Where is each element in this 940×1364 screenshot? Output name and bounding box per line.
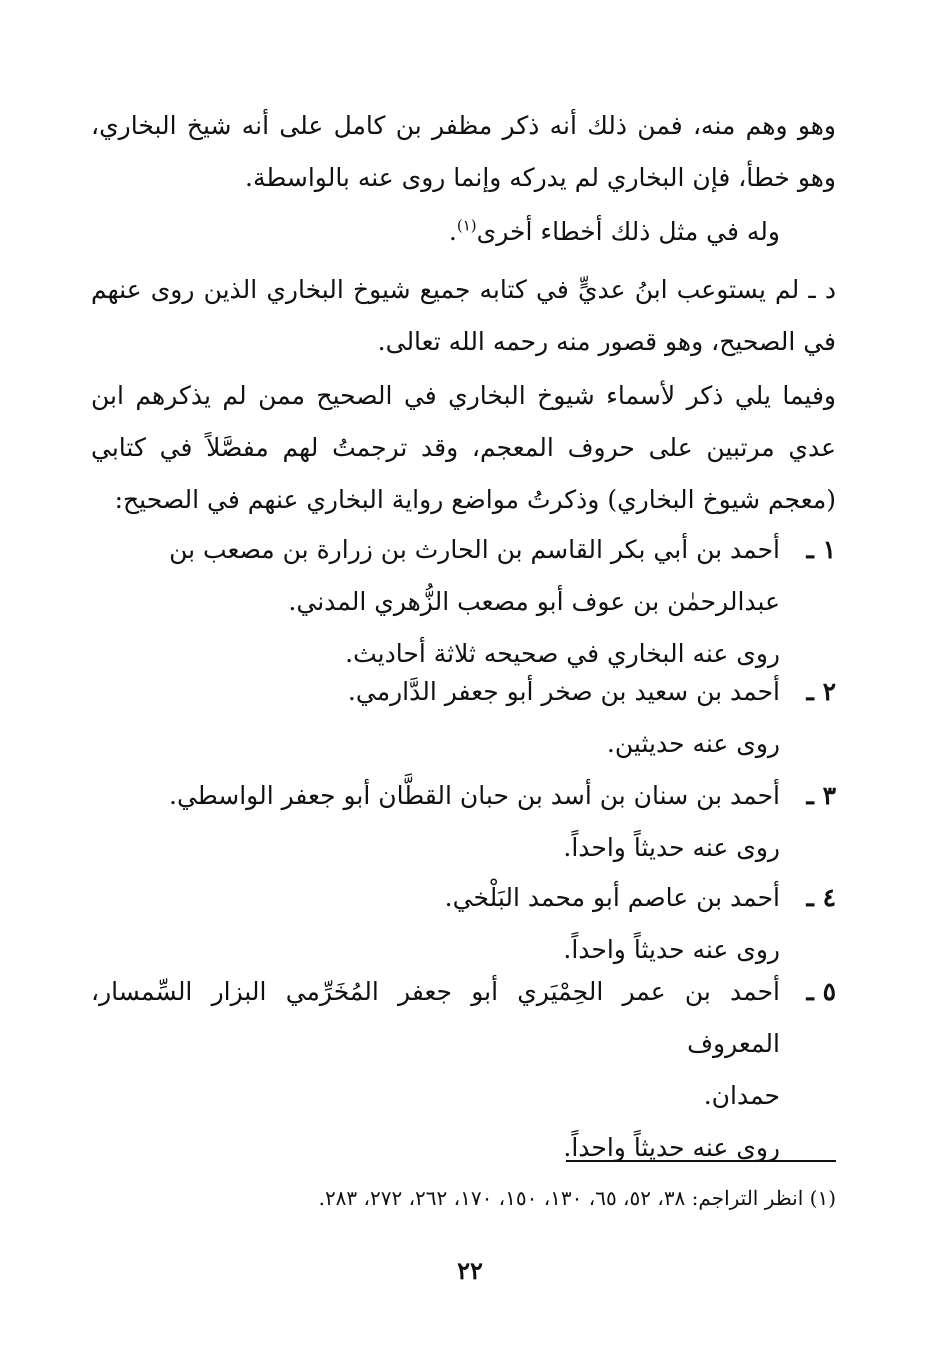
entry-number: [780, 770, 836, 822]
entry-riwaya: روى عنه البخاري في صحيحه ثلاثة أحاديث.: [345, 639, 780, 668]
paragraph-2-end: .: [448, 217, 457, 246]
entry-name-continued: حمدان.: [703, 1081, 780, 1110]
entry-riwaya: روى عنه حديثاً واحداً.: [563, 833, 780, 862]
paragraph-2: [90, 206, 780, 258]
paragraph-2-text: وله في مثل ذلك أخطاء أخرى: [476, 217, 780, 246]
entry-head: [91, 524, 836, 576]
footnote-divider: [566, 1160, 836, 1162]
entry-name: أحمد بن أبي بكر القاسم بن الحارث بن زرارة بن مصعب بن: [169, 535, 780, 564]
entry-name-continued: عبدالرحمٰن بن عوف أبو مصعب الزُّهري المدني.: [288, 587, 780, 616]
entry-head: [91, 872, 836, 924]
page-number: ٢٢: [457, 1256, 483, 1285]
paragraph-1: وهو وهم منه، فمن ذلك أنه ذكر مظفر بن كامل على أنه شيخ البخاري، وهو خطأ، فإن البخاري لم يدركه وإنما روى عنه بالواسطة.: [91, 111, 836, 192]
entry-number: [780, 966, 836, 1018]
entry-dash: ـ: [806, 977, 814, 1006]
entry-name: أحمد بن سنان بن أسد بن حبان القطَّان أبو جعفر الواسطي.: [169, 781, 780, 810]
entry-number: [780, 524, 836, 576]
entry-number-digit: ٤: [822, 883, 836, 912]
entry-name: أحمد بن سعيد بن صخر أبو جعفر الدَّارمي.: [347, 677, 780, 706]
entry-head: [91, 666, 836, 718]
paragraph-3: د ـ لم يستوعب ابنُ عديٍّ في كتابه جميع شيوخ البخاري الذين روى عنهم في الصحيح، وهو قصور منه رحمه الله تعالى.: [91, 275, 836, 356]
entry-dash: ـ: [806, 677, 814, 706]
entry-name: أحمد بن عاصم أبو محمد البَلْخي.: [444, 883, 780, 912]
entry-3: [91, 770, 836, 874]
entry-name: أحمد بن عمر الحِمْيَري أبو جعفر المُخَرِّمي البزار السِّمسار، المعروف: [91, 977, 780, 1058]
footnote: (١) انظر التراجم: ٣٨، ٥٢، ٦٥، ١٣٠، ١٥٠، ١٧٠، ٢٦٢، ٢٧٢، ٢٨٣.: [318, 1186, 836, 1210]
paragraph-4: وفيما يلي ذكر لأسماء شيوخ البخاري في الصحيح ممن لم يذكرهم ابن عدي مرتبين على حروف المعجم، وقد ترجمتُ لهم مفصَّلاً في كتابي (معجم شيوخ البخاري) وذكرتُ مواضع رواية البخاري عنهم في الصحيح:: [91, 381, 836, 514]
footnote-reference[interactable]: (١): [456, 216, 477, 235]
entry-riwaya: روى عنه حديثين.: [606, 729, 780, 758]
entry-head: [91, 770, 836, 822]
entry-number-digit: ١: [822, 535, 836, 564]
entry-number: [780, 872, 836, 924]
entry-number-digit: ٢: [822, 677, 836, 706]
entry-2: [91, 666, 836, 770]
entry-number-digit: ٥: [822, 977, 836, 1006]
entry-head: [91, 966, 836, 1070]
entry-dash: ـ: [806, 883, 814, 912]
entry-number: [780, 666, 836, 718]
entry-riwaya: روى عنه حديثاً واحداً.: [563, 935, 780, 964]
entry-riwaya: روى عنه حديثاً واحداً.: [563, 1133, 780, 1162]
entry-number-digit: ٣: [822, 781, 836, 810]
entry-1: [91, 524, 836, 680]
entry-dash: ـ: [806, 535, 814, 564]
entry-4: [91, 872, 836, 976]
entry-dash: ـ: [806, 781, 814, 810]
entry-5: [91, 966, 836, 1174]
